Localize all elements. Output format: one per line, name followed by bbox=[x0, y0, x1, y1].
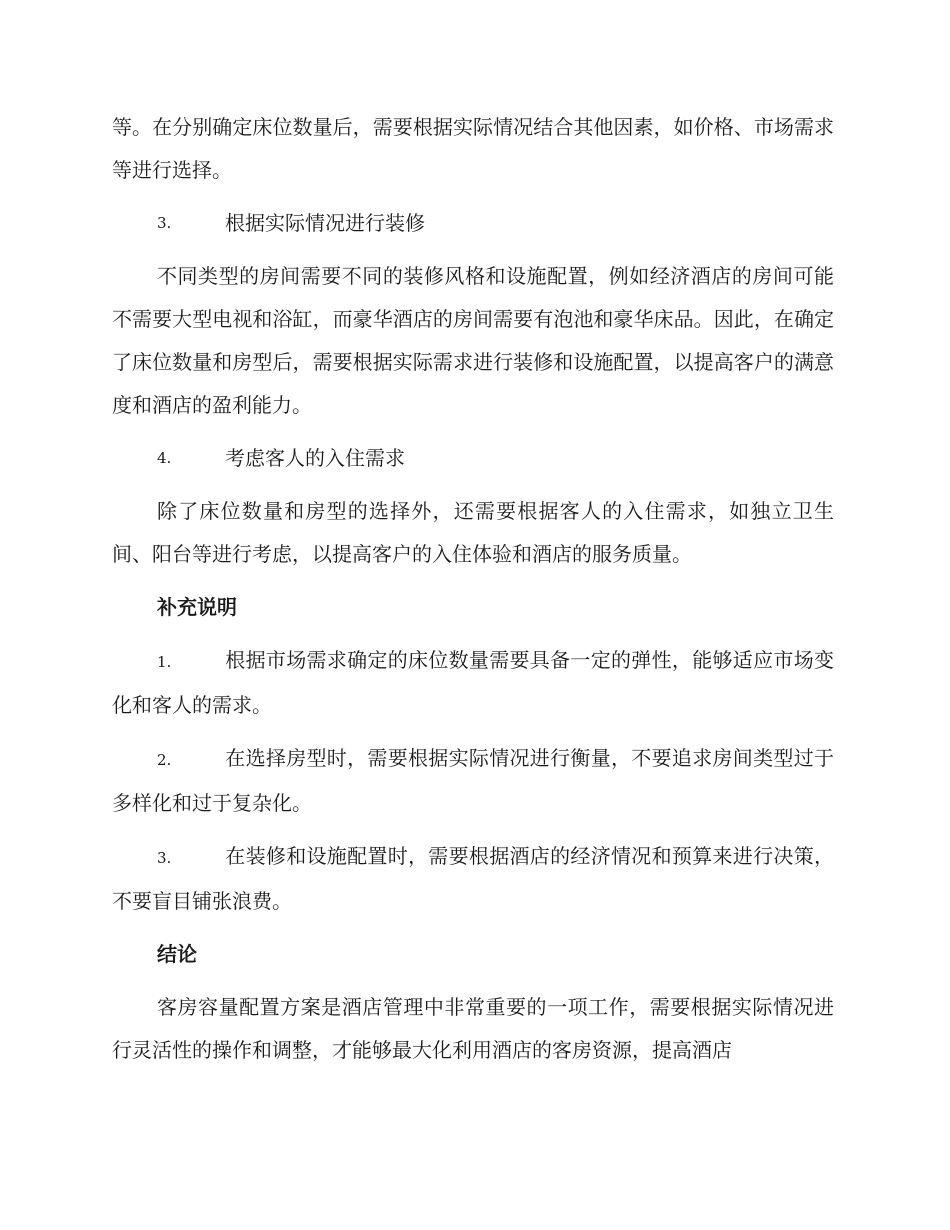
section-heading-conclusion: 结论 bbox=[157, 942, 197, 966]
item-number: 1. bbox=[157, 653, 172, 671]
item-title: 根据实际情况进行装修 bbox=[225, 211, 425, 235]
paragraph-decoration: 不同类型的房间需要不同的装修风格和设施配置，例如经济酒店的房间可能不需要大型电视和浴缸，而豪华酒店的房间需要有泡池和豪华床品。因此，在确定了床位数量和房型后，需要根据实际需求进行装修和设施配置，以提高客户的满意度和酒店的盈利能力。 bbox=[112, 264, 834, 417]
numbered-heading-4 bbox=[112, 437, 834, 480]
paragraph-conclusion: 客房容量配置方案是酒店管理中非常重要的一项工作，需要根据实际情况进行灵活性的操作和调整，才能够最大化利用酒店的客房资源，提高酒店 bbox=[112, 995, 834, 1062]
item-text: 在选择房型时，需要根据实际情况进行衡量，不要追求房间类型过于多样化和过于复杂化。 bbox=[112, 746, 834, 815]
item-number: 3. bbox=[157, 214, 172, 232]
item-number: 2. bbox=[157, 751, 172, 769]
document-page bbox=[112, 106, 834, 1072]
item-text: 在装修和设施配置时，需要根据酒店的经济情况和预算来进行决策，不要盲目铺张浪费。 bbox=[112, 844, 834, 913]
item-text: 根据市场需求确定的床位数量需要具备一定的弹性，能够适应市场变化和客人的需求。 bbox=[112, 648, 834, 717]
item-number: 3. bbox=[157, 849, 172, 867]
item-number: 4. bbox=[157, 449, 172, 467]
supplement-item-2 bbox=[112, 737, 834, 825]
supplement-item-1 bbox=[112, 639, 834, 727]
section-heading-supplement: 补充说明 bbox=[157, 595, 237, 619]
supplement-item-3 bbox=[112, 835, 834, 923]
paragraph-continuation: 等。在分别确定床位数量后，需要根据实际情况结合其他因素，如价格、市场需求等进行选择。 bbox=[112, 115, 834, 182]
numbered-heading-3 bbox=[112, 202, 834, 245]
paragraph-guest-needs: 除了床位数量和房型的选择外，还需要根据客人的入住需求，如独立卫生间、阳台等进行考虑，以提高客户的入住体验和酒店的服务质量。 bbox=[112, 499, 834, 566]
item-title: 考虑客人的入住需求 bbox=[225, 446, 405, 470]
